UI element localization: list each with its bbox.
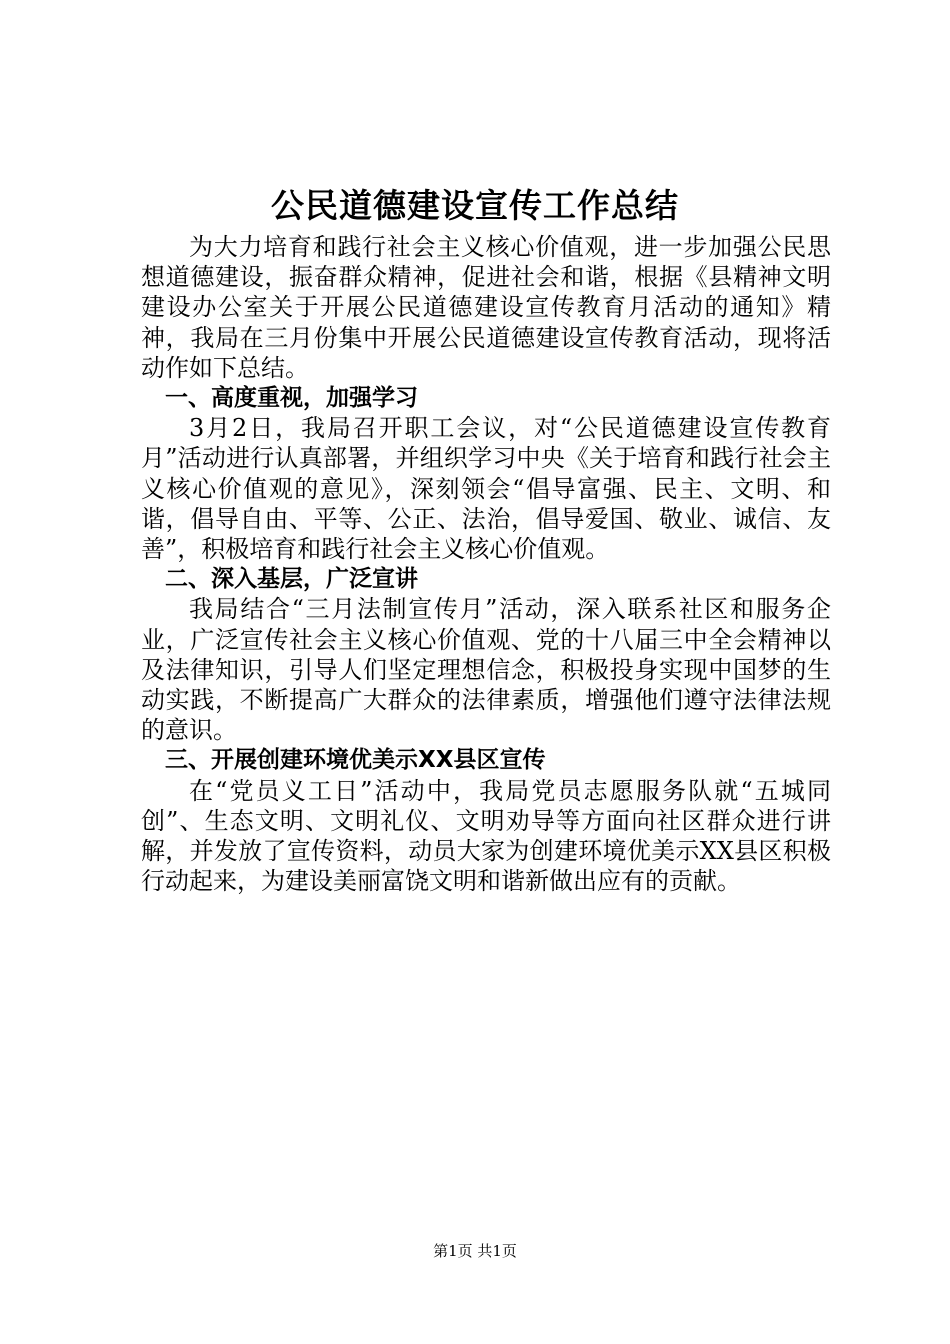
document-title: 公民道德建设宣传工作总结	[271, 186, 679, 225]
section-heading-2: 二、深入基层，广泛宣讲	[165, 566, 418, 593]
page-footer: 第1页 共1页	[433, 1242, 517, 1260]
document-body	[141, 232, 831, 896]
intro-paragraph: 为大力培育和践行社会主义核心价值观，进一步加强公民思想道德建设，振奋群众精神，促进社会和谐，根据《县精神文明建设办公室关于开展公民道德建设宣传教育月活动的通知》精神，我局在三月份集中开展公民道德建设宣传教育活动，现将活动作如下总结。	[141, 233, 831, 382]
section-paragraph-2: 我局结合“三月法制宣传月”活动，深入联系社区和服务企业，广泛宣传社会主义核心价值观、党的十八届三中全会精神以及法律知识，引导人们坚定理想信念，积极投身实现中国梦的生动实践，不断提高广大群众的法律素质，增强他们遵守法律法规的意识。	[141, 595, 831, 745]
section-paragraph-3: 在“党员义工日”活动中，我局党员志愿服务队就“五城同创”、生态文明、文明礼仪、文明劝导等方面向社区群众进行讲解，并发放了宣传资料，动员大家为创建环境优美示XX县区积极行动起来，为建设美丽富饶文明和谐新做出应有的贡献。	[141, 776, 831, 896]
section-heading-3: 三、开展创建环境优美示XX县区宣传	[165, 747, 546, 774]
section-paragraph-1: 3月2日，我局召开职工会议，对“公民道德建设宣传教育月”活动进行认真部署，并组织学习中央《关于培育和践行社会主义核心价值观的意见》，深刻领会“倡导富强、民主、文明、和谐，倡导自由、平等、公正、法治，倡导爱国、敬业、诚信、友善”，积极培育和践行社会主义核心价值观。	[141, 414, 831, 564]
section-heading-1: 一、高度重视，加强学习	[165, 385, 418, 412]
